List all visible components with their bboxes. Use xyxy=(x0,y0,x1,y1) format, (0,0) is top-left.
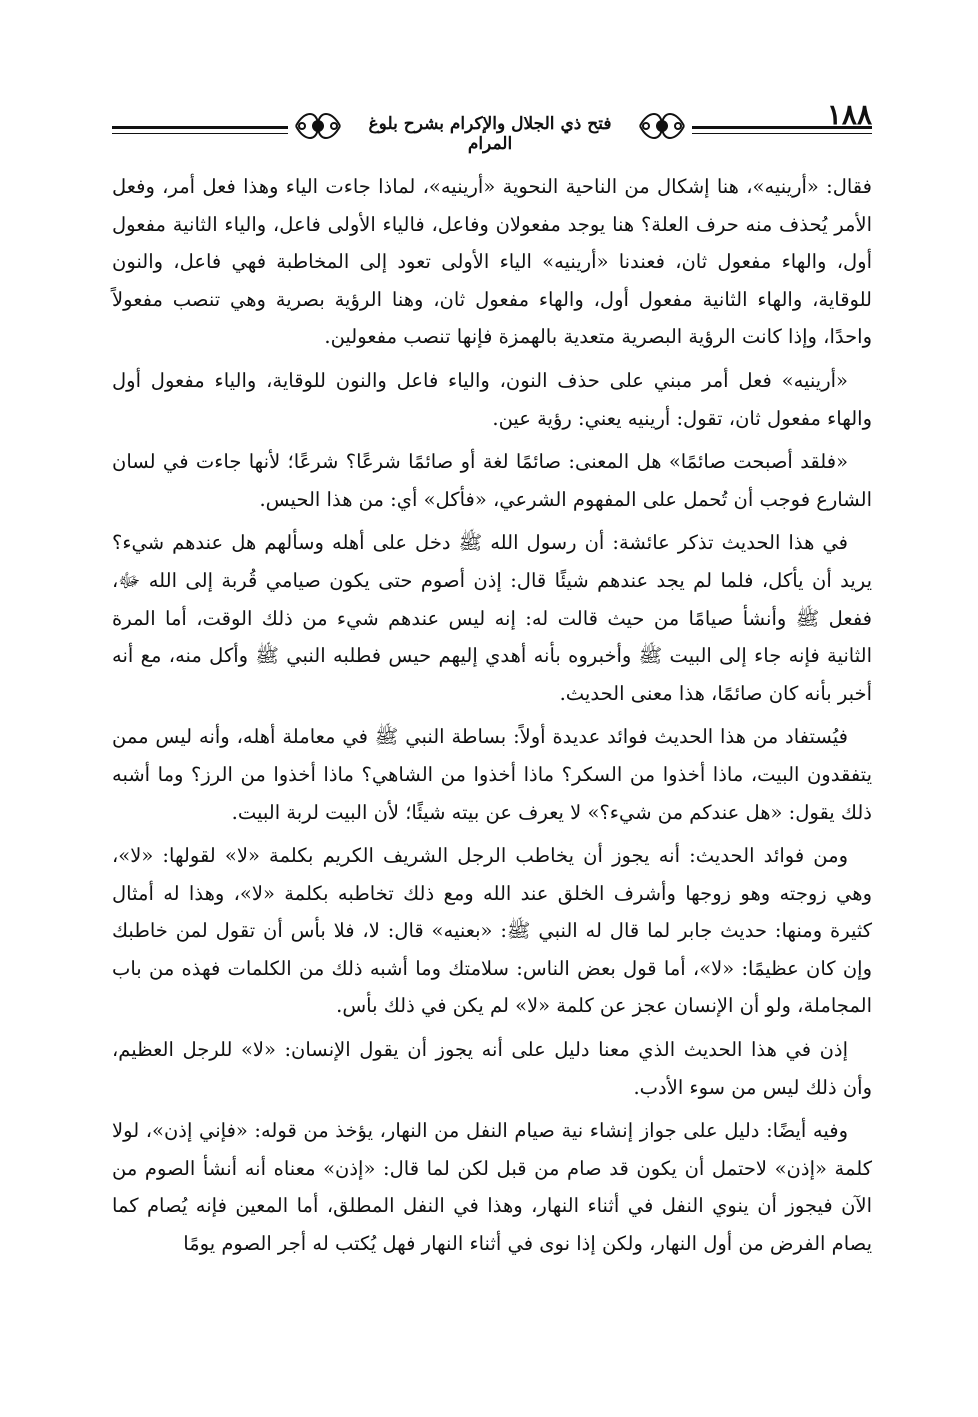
paragraph: «فلقد أصبحت صائمًا» هل المعنى: صائمًا لغة أو صائمًا شرعًا؟ شرعًا؛ لأنها جاءت في لسان الشارع فوجب أن تُحمل على المفهوم الشرعي، «فأكل» أي: من هذا الحيس. xyxy=(112,450,872,511)
paragraph: إذن في هذا الحديث الذي معنا دليل على أنه يجوز أن يقول الإنسان: «لا» للرجل العظيم، وأن ذلك ليس من سوء الأدب. xyxy=(112,1038,872,1099)
page-number: ١٨٨ xyxy=(826,98,872,131)
paragraph: «أرينيه» فعل أمر مبني على حذف النون، والياء فاعل والنون للوقاية، والياء مفعول أول والهاء مفعول ثان، تقول: أرينيه يعني: رؤية عين. xyxy=(112,368,872,430)
paragraph: فيُستفاد من هذا الحديث فوائد عديدة أولاً: بساطة النبي ﷺ في معاملة أهله، وأنه ليس ممن يتفقدون البيت، ماذا أخذوا من السكر؟ ماذا أخذوا من الشاهي؟ ماذا أخذوا من الرز؟ وما أشبه ذلك يقول: «هل عندكم من شيء؟» لا يعرف عن بيته شيئًا؛ لأن البيت لربة البيت. xyxy=(112,725,872,824)
floral-ornament-icon xyxy=(292,104,344,148)
page-body xyxy=(112,168,872,1269)
paragraph: وفيه أيضًا: دليل على جواز إنشاء نية صيام النفل من النهار، يؤخذ من قوله: «فإني إذن»، لولا كلمة «إذن» لاحتمل أن يكون قد صام من قبل لكن لما قال: «إذن» معناه أنه أنشأ الصوم من الآن فيجوز أن ينوي النفل في أثناء النهار، وهذا في النفل المطلق، أما المعين فإنه يُصام كما يصام الفرض من أول النهار، ولكن إذا نوى في أثناء النهار فهل يُكتب له أجر الصوم يومًا xyxy=(112,1119,872,1256)
header-rule-left xyxy=(112,126,288,129)
paragraph: ومن فوائد الحديث: أنه يجوز أن يخاطب الرجل الشريف الكريم بكلمة «لا» لقولها: «لا»، وهي زوجته وهو زوجها وأشرف الخلق عند الله ومع ذلك تخاطبه بكلمة «لا»، وهذا له أمثال كثيرة ومنها: حديث جابر لما قال له النبي ﷺ: «بعنيه» قال: لا، فلا بأس أن تقول لمن خاطبك وإن كان عظيمًا: «لا»، أما قول بعض الناس: سلامتك وما أشبه ذلك من الكلمات فهذه من باب المجاملة، ولو أن الإنسان عجز عن كلمة «لا» لم يكن في ذلك بأس. xyxy=(112,844,872,1018)
page-header xyxy=(112,98,872,154)
floral-ornament-icon xyxy=(636,104,688,148)
paragraph: فقال: «أرينيه»، هنا إشكال من الناحية النحوية «أرينيه»، لماذا جاءت الياء وهذا فعل أمر، وفعل الأمر يُحذف منه حرف العلة؟ هنا يوجد مفعولان وفاعل، فالياء الأولى فاعل، والياء الثانية مفعول أول، والهاء مفعول ثان، فعندنا «أرينيه» الياء الأولى تعود إلى المخاطبة فهي فاعل، والنون للوقاية، والهاء الثانية مفعول أول، والهاء مفعول ثان، وهنا الرؤية بصرية وهي تنصب مفعولاً واحدًا، وإذا كانت الرؤية البصرية متعدية بالهمزة فإنها تنصب مفعولين. xyxy=(112,175,872,349)
paragraph: في هذا الحديث تذكر عائشة: أن رسول الله ﷺ دخل على أهله وسألهم هل عندهم شيء؟ يريد أن يأكل، فلما لم يجد عندهم شيئًا قال: إذن أصوم حتى يكون صيامي قُربة إلى الله ﷻ، ففعل ﷺ وأنشأ صيامًا من حيث قالت له: إنه ليس عندهم شيء من ذلك الوقت، أما المرة الثانية فإنه جاء إلى البيت ﷺ وأخبروه بأنه أهدي إليهم حيس فطلبه النبي ﷺ وأكل منه، مع أنه أخبر بأنه كان صائمًا، هذا معنى الحديث. xyxy=(112,531,872,705)
book-title: فتح ذي الجلال والإكرام بشرح بلوغ المرام xyxy=(368,114,612,154)
header-rule-right xyxy=(692,126,872,129)
